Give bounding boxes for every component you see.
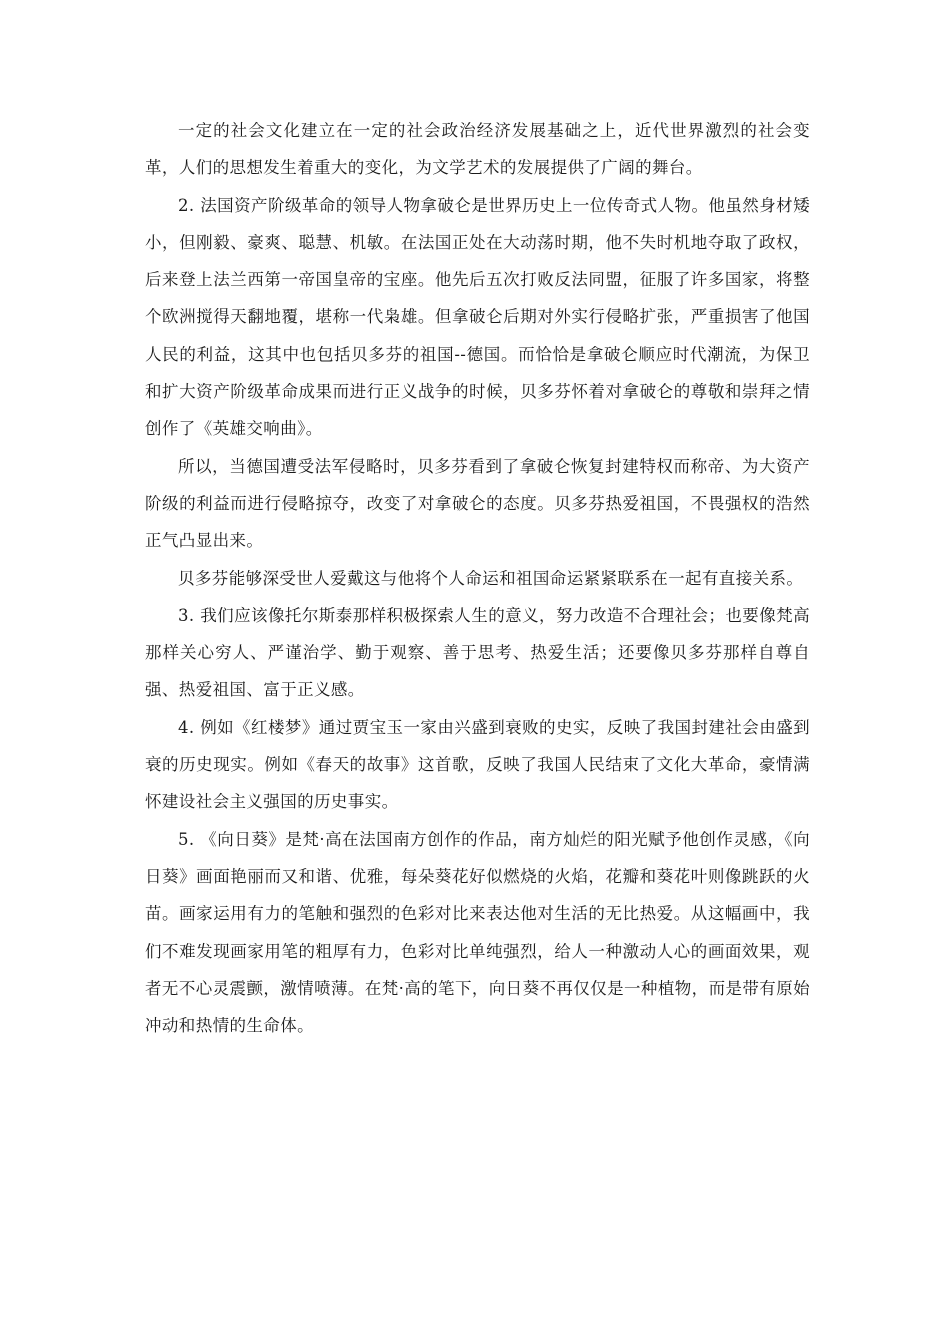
document-body bbox=[145, 112, 810, 1044]
paragraph-3: 3. 我们应该像托尔斯泰那样积极探索人生的意义，努力改造不合理社会；也要像梵高那样关心穷人、严谨治学、勤于观察、善于思考、热爱生活；还要像贝多芬那样自尊自强、热爱祖国、富于正义感。 bbox=[145, 605, 810, 700]
paragraph-4: 4. 例如《红楼梦》通过贾宝玉一家由兴盛到衰败的史实，反映了我国封建社会由盛到衰的历史现实。例如《春天的故事》这首歌，反映了我国人民结束了文化大革命，豪情满怀建设社会主义强国的历史事实。 bbox=[145, 717, 810, 812]
paragraph-intro: 一定的社会文化建立在一定的社会政治经济发展基础之上，近代世界激烈的社会变革，人们的思想发生着重大的变化，为文学艺术的发展提供了广阔的舞台。 bbox=[145, 121, 810, 178]
paragraph-5-sunflowers: 5. 《向日葵》是梵·高在法国南方创作的作品，南方灿烂的阳光赋予他创作灵感，《向日葵》画面艳丽而又和谐、优雅，每朵葵花好似燃烧的火焰，花瓣和葵花叶则像跳跃的火苗。画家运用有力的笔触和强烈的色彩对比来表达他对生活的无比热爱。从这幅画中，我们不难发现画家用笔的粗厚有力，色彩对比单纯强烈，给人一种激动人心的画面效果，观者无不心灵震颤，激情喷薄。在梵·高的笔下，向日葵不再仅仅是一种植物，而是带有原始冲动和热情的生命体。 bbox=[145, 829, 810, 1036]
paragraph-2-beethoven-attitude: 所以，当德国遭受法军侵略时，贝多芬看到了拿破仑恢复封建特权而称帝、为大资产阶级的利益而进行侵略掠夺，改变了对拿破仑的态度。贝多芬热爱祖国，不畏强权的浩然正气凸显出来。 bbox=[145, 456, 810, 551]
paragraph-2-beethoven-conclusion: 贝多芬能够深受世人爱戴这与他将个人命运和祖国命运紧紧联系在一起有直接关系。 bbox=[178, 568, 804, 588]
paragraph-2-napoleon: 2. 法国资产阶级革命的领导人物拿破仑是世界历史上一位传奇式人物。他虽然身材矮小，但刚毅、豪爽、聪慧、机敏。在法国正处在大动荡时期，他不失时机地夺取了政权，后来登上法兰西第一帝国皇帝的宝座。他先后五次打败反法同盟，征服了许多国家，将整个欧洲搅得天翻地覆，堪称一代枭雄。但拿破仑后期对外实行侵略扩张，严重损害了他国人民的利益，这其中也包括贝多芬的祖国--德国。而恰恰是拿破仑顺应时代潮流，为保卫和扩大资产阶级革命成果而进行正义战争的时候，贝多芬怀着对拿破仑的尊敬和崇拜之情创作了《英雄交响曲》。 bbox=[145, 195, 810, 439]
